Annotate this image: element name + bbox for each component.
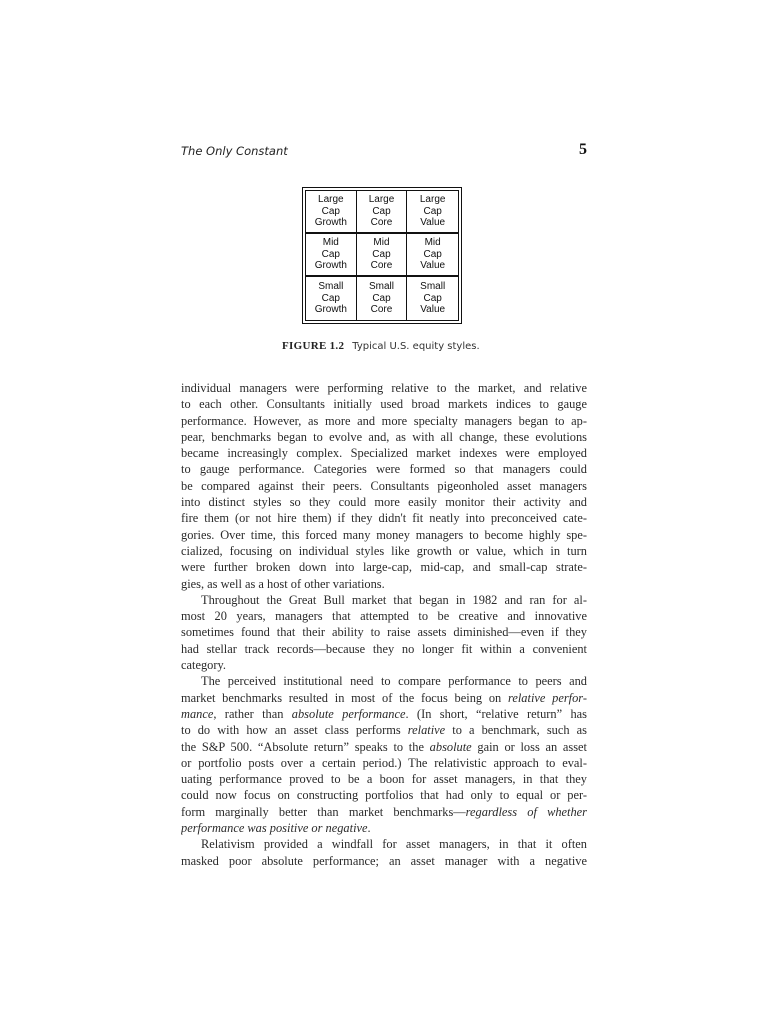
style-cell-line: Cap [321, 292, 340, 304]
style-cell [306, 234, 357, 277]
style-cell-line: Cap [372, 292, 391, 304]
style-cell-line: Small [318, 281, 344, 293]
text-line: sometimes found that their ability to raise assets diminished—even if they [181, 625, 587, 640]
paragraph-3 [181, 673, 587, 836]
running-head [181, 141, 587, 162]
text-run: . (In short, “relative return” has [405, 706, 587, 721]
style-cell [357, 191, 408, 234]
style-cell-text [371, 237, 393, 272]
text-line: or portfolio posts over a certain period.) The relativistic approach to eval- [181, 755, 587, 770]
paragraph-1 [181, 380, 587, 592]
style-cell-line: Core [370, 304, 393, 316]
text-line: cialized, focusing on individual styles like growth or value, which in turn [181, 543, 587, 558]
emphasis-text: regardless of whether [465, 804, 587, 819]
text-run: the S&P 500. “Absolute return” speaks to the [181, 739, 424, 754]
text-line: performance. However, as more and more specialty managers began to ap- [181, 413, 587, 428]
text-line: could now focus on constructing portfolios that had only to equal or per- [181, 788, 587, 803]
text-run: form marginally better than market benchmarks— [181, 804, 466, 819]
text-line: to each other. Consultants initially used broad markets indices to gauge [181, 397, 587, 412]
style-cell-line: Cap [372, 205, 391, 217]
style-cell [306, 277, 357, 320]
text-line [181, 820, 587, 836]
text-run: to a benchmark, such as [452, 723, 587, 738]
text-run: to do with how an asset class performs [181, 723, 401, 738]
text-line: to gauge performance. Categories were formed so that managers could [181, 462, 587, 477]
style-cell [306, 191, 357, 234]
text-line: pear, benchmarks began to evolve and, as with all change, these evolutions [181, 429, 587, 444]
text-line [181, 690, 587, 706]
style-cell-line: Small [420, 281, 446, 293]
style-cell-line: Mid [424, 237, 441, 249]
text-line [181, 722, 587, 738]
text-line: became increasingly complex. Specialized market indexes were employed [181, 446, 587, 461]
text-line: The perceived institutional need to compare performance to peers and [201, 674, 587, 689]
style-cell-line: Growth [314, 304, 347, 316]
emphasis-text: performance was positive or negative [181, 821, 368, 836]
style-cell [357, 234, 408, 277]
style-cell [357, 277, 408, 320]
style-cell-line: Large [368, 194, 395, 206]
style-cell-line: Large [419, 194, 446, 206]
equity-style-grid [302, 187, 462, 324]
style-cell-line: Value [420, 217, 446, 229]
text-line: were further broken down into large-cap, mid-cap, and small-cap strate- [181, 560, 587, 575]
style-cell-text [369, 194, 395, 229]
emphasis-text: mance [181, 706, 214, 721]
style-cell [407, 277, 458, 320]
paragraph-4 [181, 836, 587, 869]
text-line: Throughout the Great Bull market that began in 1982 and ran for al- [201, 592, 587, 607]
style-cell-line: Growth [314, 217, 347, 229]
text-line: category. [181, 658, 226, 673]
text-line [181, 739, 587, 755]
style-cell-text [369, 281, 394, 316]
emphasis-text: absolute performance [291, 706, 406, 721]
style-cell-line: Core [370, 260, 393, 272]
text-line: be compared against their peers. Consultants pigeonholed asset managers [181, 478, 587, 493]
style-cell-line: Value [420, 304, 446, 316]
style-cell-line: Cap [372, 248, 391, 260]
page-number: 5 [579, 141, 587, 158]
figure-label: FIGURE 1.2 [282, 340, 345, 352]
equity-style-grid-inner [305, 190, 459, 321]
text-line: individual managers were performing relative to the market, and relative [181, 381, 587, 395]
style-cell-line: Small [368, 281, 394, 293]
figure-caption-text: Typical U.S. equity styles. [352, 341, 480, 352]
style-cell-line: Mid [322, 237, 339, 249]
text-run: . [367, 821, 371, 836]
style-cell-text [315, 281, 347, 316]
text-line [181, 804, 587, 820]
text-line: into distinct styles so they could more easily monitor their activity and [181, 495, 587, 510]
style-cell-line: Cap [423, 292, 442, 304]
emphasis-text: absolute [429, 739, 472, 754]
style-cell [407, 234, 458, 277]
text-run: , rather than [213, 706, 284, 721]
style-cell-line: Cap [423, 205, 442, 217]
paragraph-2 [181, 592, 587, 673]
style-cell-line: Large [318, 194, 344, 206]
text-line: uating performance proved to be a boon for asset managers, in that they [181, 772, 587, 787]
text-run: gain or loss an asset [477, 739, 587, 754]
style-cell-line: Mid [373, 237, 390, 249]
style-cell [407, 191, 458, 234]
style-cell-line: Cap [423, 248, 442, 260]
text-line: masked poor absolute performance; an asset manager with a negative [181, 853, 587, 868]
text-line [181, 706, 587, 722]
style-cell-text [420, 237, 445, 272]
running-title: The Only Constant [181, 144, 288, 158]
text-line: Relativism provided a windfall for asset managers, in that it often [201, 837, 587, 852]
figure-caption [282, 340, 480, 352]
text-line: had stellar track records—because they no longer fit within a convenient [181, 641, 587, 656]
style-cell-text [315, 237, 347, 272]
style-cell-text [420, 281, 445, 316]
text-run: market benchmarks resulted in most of the focus being on [181, 690, 502, 705]
emphasis-text: relative perfor- [508, 690, 587, 705]
style-cell-line: Core [370, 217, 393, 229]
style-cell-text [315, 194, 347, 229]
style-cell-line: Cap [321, 205, 340, 217]
style-cell-text [420, 194, 446, 229]
text-line: gies, as well as a host of other variations. [181, 576, 385, 591]
text-line: fire them (or not hire them) if they didn't fit neatly into preconceived cate- [181, 511, 587, 526]
text-line: most 20 years, managers that attempted to be creative and innovative [181, 609, 587, 624]
emphasis-text: relative [407, 723, 446, 738]
body-text [181, 380, 587, 869]
style-cell-line: Value [420, 260, 446, 272]
style-cell-line: Growth [314, 260, 347, 272]
style-cell-line: Cap [321, 248, 340, 260]
text-line: gories. Over time, this forced many money managers to become highly spe- [181, 527, 587, 542]
